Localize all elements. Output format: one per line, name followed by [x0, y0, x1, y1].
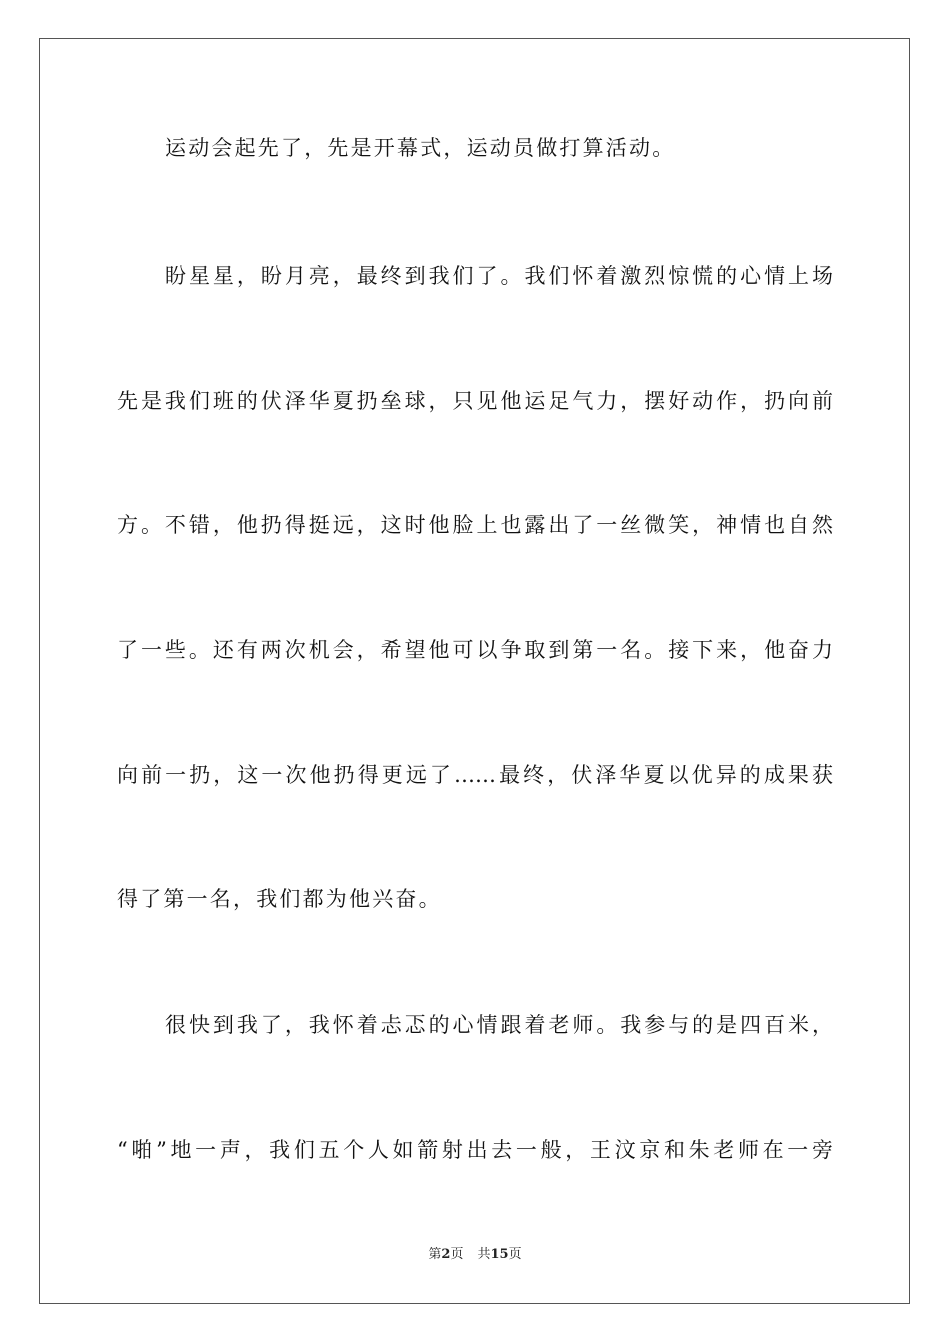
- page-number: 2: [441, 1247, 451, 1262]
- paragraph-line-4: 方。不错，他扔得挺远，这时他脸上也露出了一丝微笑，神情也自然: [117, 513, 833, 537]
- paragraph-line-3: 先是我们班的伏泽华夏扔垒球，只见他运足气力，摆好动作，扔向前: [117, 389, 833, 413]
- paragraph-line-7: 得了第一名，我们都为他兴奋。: [117, 887, 442, 911]
- paragraph-line-5: 了一些。还有两次机会，希望他可以争取到第一名。接下来，他奋力: [117, 638, 833, 662]
- paragraph-line-2: 盼星星，盼月亮，最终到我们了。我们怀着激烈惊慌的心情上场: [165, 264, 833, 288]
- paragraph-line-6: 向前一扔，这一次他扔得更远了……最终，伏泽华夏以优异的成果获: [117, 763, 833, 787]
- page-frame: [39, 38, 910, 1304]
- page-footer: [0, 1246, 950, 1264]
- paragraph-line-1: 运动会起先了，先是开幕式，运动员做打算活动。: [165, 136, 676, 160]
- total-prefix: 共: [477, 1247, 491, 1262]
- total-pages: 15: [490, 1247, 509, 1262]
- paragraph-line-8: 很快到我了，我怀着忐忑的心情跟着老师。我参与的是四百米，: [165, 1013, 833, 1037]
- page-prefix: 第: [428, 1247, 442, 1262]
- total-suffix: 页: [508, 1247, 522, 1262]
- paragraph-line-9: “啪”地一声，我们五个人如箭射出去一般，王汶京和朱老师在一旁: [117, 1138, 833, 1162]
- page-suffix: 页: [450, 1247, 464, 1262]
